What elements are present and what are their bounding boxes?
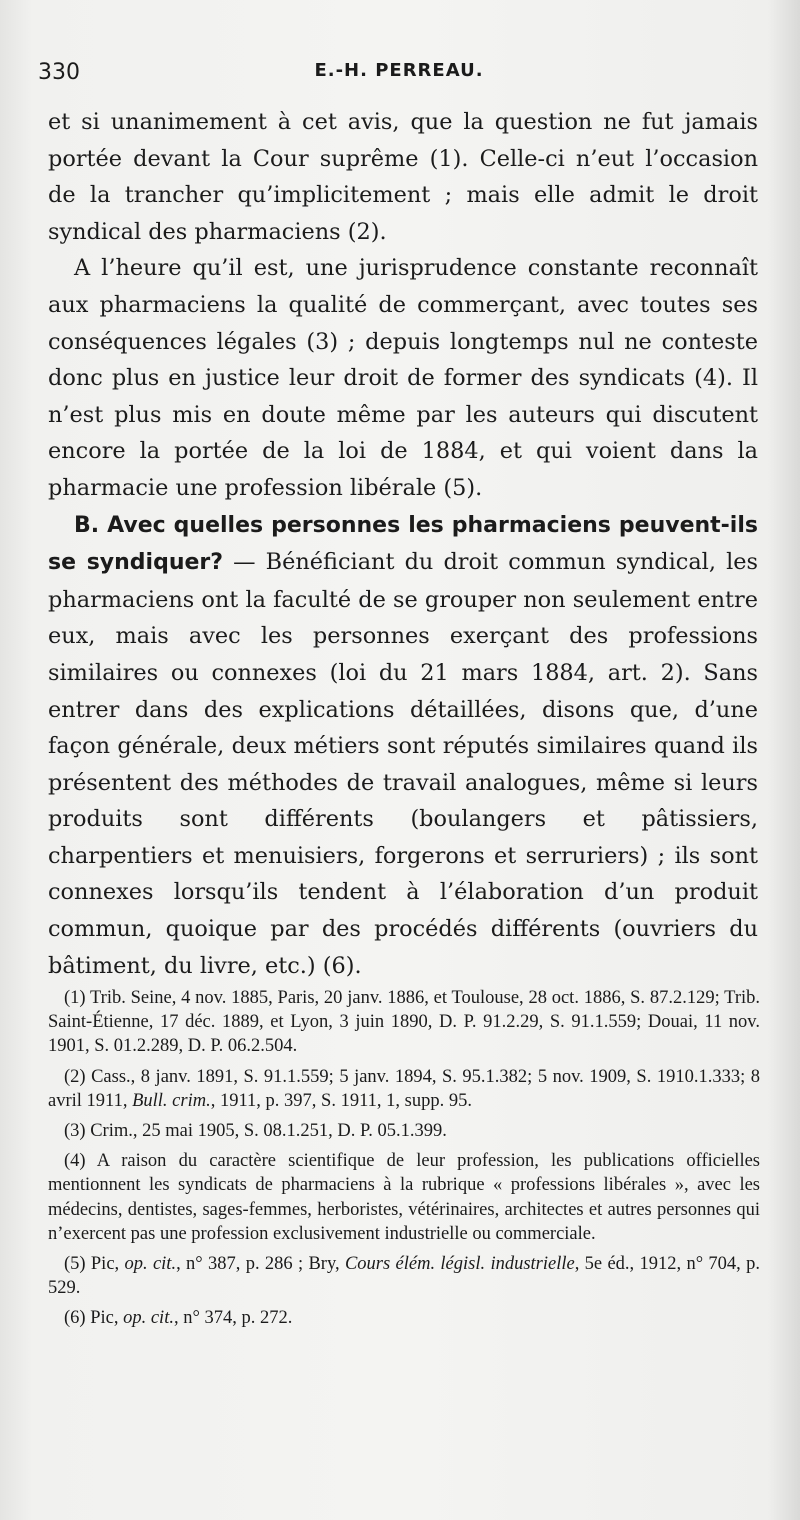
footnote-6 [48, 1306, 760, 1330]
footnote-5-part-2: , n° 387, p. 286 ; Bry, [176, 1254, 345, 1275]
footnote-5-part-1: (5) Pic, [64, 1254, 125, 1275]
footnote-6-part-2: , n° 374, p. 272. [173, 1308, 293, 1329]
paragraph-3-text: — Bénéficiant du droit commun syndical, les pharmaciens ont la faculté de se grouper non seulement entre eux, mais avec les personnes exerçant des professions similaires ou connexes (loi du 21 mars 1884, art. 2). Sans entrer dans des explications détaillées, disons que, d’une façon générale, deux métiers sont réputés similaires quand ils présentent des méthodes de travail analogues, même si leurs produits sont différents (boulangers et pâtissiers, charpentiers et menuisiers, forgerons et serruriers) ; ils sont connexes lorsqu’ils tendent à l’élaboration d’un produit commun, quoique par des procédés différents (ouvriers du bâtiment, du livre, etc.) (6). [48, 549, 758, 979]
footnote-5-italic-2: Cours élém. législ. industrielle [344, 1254, 575, 1275]
running-head: E.-H. PERREAU. [314, 60, 484, 81]
footnote-2-italic: Bull. crim. [132, 1090, 211, 1111]
footnote-6-part-1: (6) Pic, [64, 1308, 124, 1329]
paragraph-2: A l’heure qu’il est, une jurisprudence constante reconnaît aux pharmaciens la qualité de commerçant, avec toutes ses conséquences légales (3) ; depuis longtemps nul ne conteste donc plus en justice leur droit de former des syndicats (4). Il n’est plus mis en doute même par les auteurs qui discutent encore la portée de la loi de 1884, et qui voient dans la pharmacie une profession libérale (5). [48, 255, 758, 501]
footnote-4: (4) A raison du caractère scientifique de leur profession, les publications officielles mentionnent les syndicats de pharmaciens à la rubrique « professions libérales », avec les médecins, dentistes, sages-femmes, herboristes, vétérinaires, architectes et autres personnes qui n’exercent pas une profession exclusivement industrielle ou commerciale. [48, 1151, 760, 1244]
footnote-6-italic: op. cit. [123, 1308, 174, 1329]
footnote-5 [48, 1252, 760, 1300]
footnote-2-part-2: , 1911, p. 397, S. 1911, 1, supp. 95. [210, 1090, 472, 1111]
page-number: 330 [38, 60, 80, 85]
paragraph-1: et si unanimement à cet avis, que la question ne fut jamais portée devant la Cour suprême (1). Celle-ci n’eut l’occasion de la trancher qu’implicitement ; mais elle admit le droit syndical des pharmaciens (2). [48, 109, 758, 245]
footnotes [48, 986, 760, 1337]
main-text [48, 104, 758, 984]
footnote-3: (3) Crim., 25 mai 1905, S. 08.1.251, D. P. 05.1.399. [64, 1121, 447, 1142]
paragraph-3 [48, 507, 758, 985]
footnote-5-italic-1: op. cit. [124, 1254, 177, 1275]
footnote-2 [48, 1065, 760, 1113]
footnote-5-part-3: , 5e éd., 1912, n° 704, p. 529. [48, 1254, 761, 1299]
footnote-1: (1) Trib. Seine, 4 nov. 1885, Paris, 20 janv. 1886, et Toulouse, 28 oct. 1886, S. 87.2.129; Trib. Saint-Étienne, 17 déc. 1889, et Lyon, 3 juin 1890, D. P. 91.2.29, S. 91.1.559; Douai, 11 nov. 1901, S. 01.2.289, D. P. 06.2.504. [48, 988, 760, 1057]
section-heading: B. Avec quelles personnes les pharmaciens peuvent-ils se syndiquer? [48, 512, 758, 576]
page-header [38, 58, 760, 90]
footnote-2-part-1: (2) Cass., 8 janv. 1891, S. 91.1.559; 5 janv. 1894, S. 95.1.382; 5 nov. 1909, S. 1910.1.333; 8 avril 1911, [48, 1066, 760, 1111]
